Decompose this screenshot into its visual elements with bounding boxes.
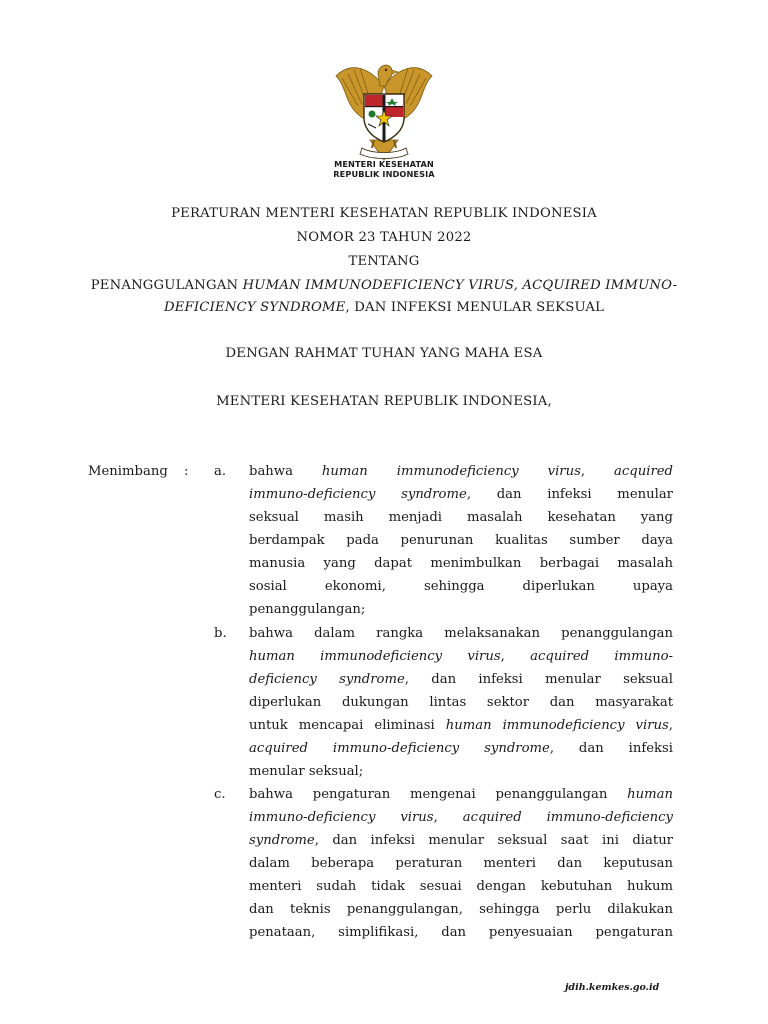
regulation-number: NOMOR 23 TAHUN 2022 [296, 230, 472, 245]
garuda-pancasila-emblem [328, 56, 440, 164]
regulation-subject-line-2: DEFICIENCY SYNDROME, DAN INFEKSI MENULAR SEKSUAL [163, 300, 605, 315]
garuda-pancasila-icon [328, 56, 440, 164]
regulation-about: TENTANG [348, 254, 420, 269]
regulation-title: PERATURAN MENTERI KESEHATAN REPUBLIK INDONESIA [171, 206, 597, 221]
minister-line: MENTERI KESEHATAN REPUBLIK INDONESIA, [216, 394, 552, 409]
ministry-line-1: MENTERI KESEHATAN [334, 159, 434, 169]
considering-label: Menimbang : [88, 464, 189, 479]
footer-url[interactable]: jdih.kemkes.go.id [565, 982, 660, 993]
ministry-label [320, 160, 448, 179]
ministry-line-2: REPUBLIK INDONESIA [333, 168, 435, 179]
blessing-line: DENGAN RAHMAT TUHAN YANG MAHA ESA [225, 346, 543, 361]
regulation-subject-line-1: PENANGGULANGAN HUMAN IMMUNODEFICIENCY VIRUS, ACQUIRED IMMUNO- [90, 278, 678, 293]
